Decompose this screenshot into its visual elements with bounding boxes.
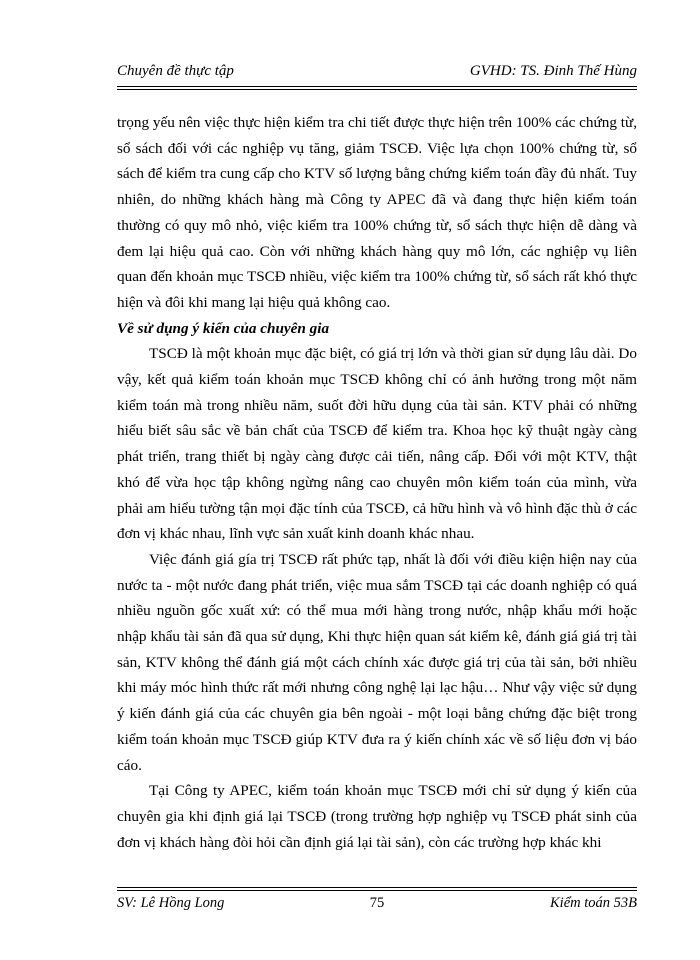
paragraph-continuation: trọng yếu nên việc thực hiện kiểm tra chi tiết được thực hiện trên 100% các chứng từ, sổ sách đối với các nghiệp vụ tăng, giảm TSCĐ. Việc lựa chọn 100% chứng từ, sổ sách để kiểm tra cung cấp cho KTV số lượng bằng chứng kiểm toán đầy đủ nhất. Tuy nhiên, do những khách hàng mà Công ty APEC đã và đang thực hiện kiểm toán thường có quy mô nhỏ, việc kiểm tra 100% chứng từ, sổ sách thực hiện dễ dàng và đem lại hiệu quả cao. Còn với những khách hàng quy mô lớn, các nghiệp vụ liên quan đến khoản mục TSCĐ nhiều, việc kiểm tra 100% chứng từ, sổ sách rất khó thực hiện và đôi khi mang lại hiệu quả không cao. [117,114,637,311]
footer-divider [117,887,637,891]
footer-student-name: SV: Lê Hồng Long [117,895,225,911]
header-document-title: Chuyên đề thực tập [117,63,234,79]
footer-class: Kiểm toán 53B [550,895,637,911]
section-heading: Về sử dụng ý kiến của chuyên gia [117,319,330,337]
header-divider [117,86,637,90]
paragraph: Việc đánh giá gía trị TSCĐ rất phức tạp, nhất là đối với điều kiện hiện nay của nước ta - một nước đang phát triển, việc mua sắm TSCĐ tại các doanh nghiệp có quá nhiều nguồn gốc xuất xứ: có thể mua mới hàng trong nước, nhập khẩu mới hoặc nhập khẩu tài sản đã qua sử dụng, Khi thực hiện quan sát kiểm kê, đánh giá giá trị tài sản, KTV không thể đánh giá một cách chính xác được giá trị của tài sản, bởi nhiều khi máy móc hình thức rất mới nhưng công nghệ lại lạc hậu… Như vậy việc sử dụng ý kiến đánh giá của các chuyên gia bên ngoài - một loại bằng chứng đặc biệt trong kiểm toán khoản mục TSCĐ giúp KTV đưa ra ý kiến chính xác về số liệu đơn vị báo cáo. [117,550,637,774]
paragraph: Tại Công ty APEC, kiểm toán khoản mục TSCĐ mới chỉ sử dụng ý kiến của chuyên gia khi định giá lại TSCĐ (trong trường hợp nghiệp vụ TSCĐ phát sinh của đơn vị khách hàng đòi hỏi cần định giá lại tài sản), còn các trường hợp khác khi [117,782,637,851]
page-body [117,110,637,855]
header-supervisor: GVHD: TS. Đinh Thế Hùng [469,63,637,79]
paragraph: TSCĐ là một khoản mục đặc biệt, có giá trị lớn và thời gian sử dụng lâu dài. Do vậy, kết quả kiểm toán khoản mục TSCĐ không chỉ có ảnh hưởng trong một năm kiểm toán mà trong nhiều năm, suốt đời hữu dụng của tài sản. KTV phải có những hiểu biết sâu sắc về bản chất của TSCĐ để kiểm tra. Khoa học kỹ thuật ngày càng phát triển, trang thiết bị ngày càng được cải tiến, nâng cấp. Đối với một KTV, thật khó để vừa học tập không ngừng nâng cao chuyên môn kiểm toán của mình, vừa phải am hiểu tường tận mọi đặc tính của TSCĐ, cả hữu hình và vô hình đặc thù ở các đơn vị khác nhau, lĩnh vực sản xuất kinh doanh khác nhau. [117,345,637,543]
page-number: 75 [369,895,385,911]
